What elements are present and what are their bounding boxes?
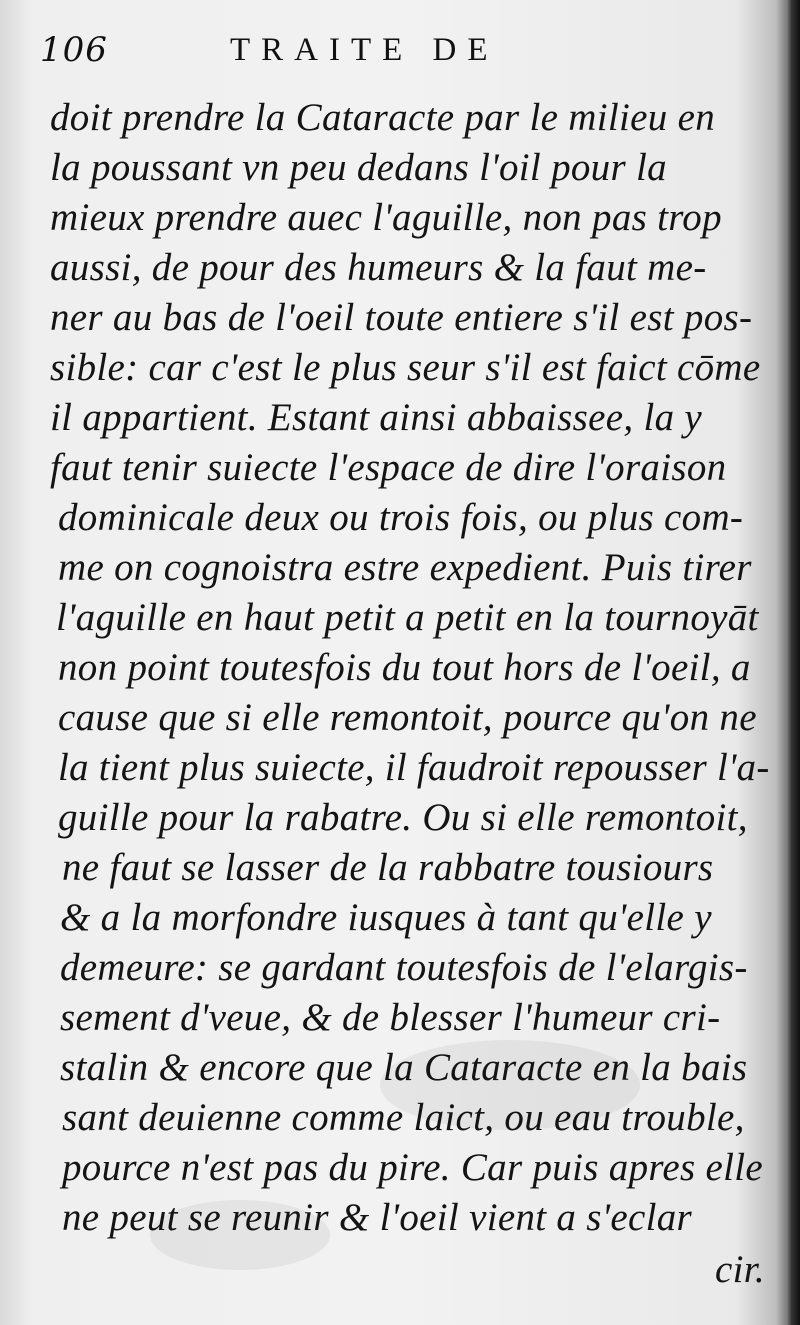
text-line: ner au bas de l'oeil toute entiere s'il est pos- [50, 296, 753, 339]
text-line: guille pour la rabatre. Ou si elle remontoit, [58, 796, 748, 839]
text-line: doit prendre la Cataracte par le milieu en [50, 96, 716, 139]
text-line: faut tenir suiecte l'espace de dire l'oraison [50, 446, 727, 489]
text-line: l'aguille en haut petit a petit en la tournoyāt [56, 596, 759, 639]
text-line: mieux prendre auec l'aguille, non pas trop [50, 196, 722, 239]
page-header [40, 26, 760, 76]
page-number: 106 [40, 30, 108, 70]
text-line: & a la morfondre iusques à tant qu'elle y [60, 896, 712, 939]
text-line: cause que si elle remontoit, pource qu'on ne [58, 696, 757, 739]
text-line: sant deuienne comme laict, ou eau trouble, [62, 1096, 745, 1139]
text-line: il appartient. Estant ainsi abbaissee, la y [50, 396, 703, 439]
text-line: la poussant vn peu dedans l'oil pour la [50, 146, 667, 189]
text-line: non point toutesfois du tout hors de l'oeil, a [58, 646, 751, 689]
text-line: stalin & encore que la Cataracte en la bais [60, 1046, 748, 1089]
text-line: sible: car c'est le plus seur s'il est faict cōme [50, 346, 761, 389]
running-title: TRAITE DE [230, 32, 499, 68]
text-line: cir. [715, 1248, 765, 1291]
text-line: demeure: se gardant toutesfois de l'elargis- [60, 946, 748, 989]
text-line: la tient plus suiecte, il faudroit repousser l'a- [58, 746, 770, 789]
text-line: dominicale deux ou trois fois, ou plus com- [58, 496, 744, 539]
body-text [0, 94, 800, 1294]
text-line: aussi, de pour des humeurs & la faut me- [50, 246, 707, 289]
text-line: ne peut se reunir & l'oeil vient a s'eclar [62, 1196, 693, 1239]
text-line: pource n'est pas du pire. Car puis apres elle [62, 1146, 764, 1189]
text-line: ne faut se lasser de la rabbatre tousiours [62, 846, 714, 889]
page-edge-shadow [786, 0, 800, 1325]
text-line: me on cognoistra estre expedient. Puis tirer [58, 546, 752, 589]
text-line: sement d'veue, & de blesser l'humeur cri- [60, 996, 721, 1039]
